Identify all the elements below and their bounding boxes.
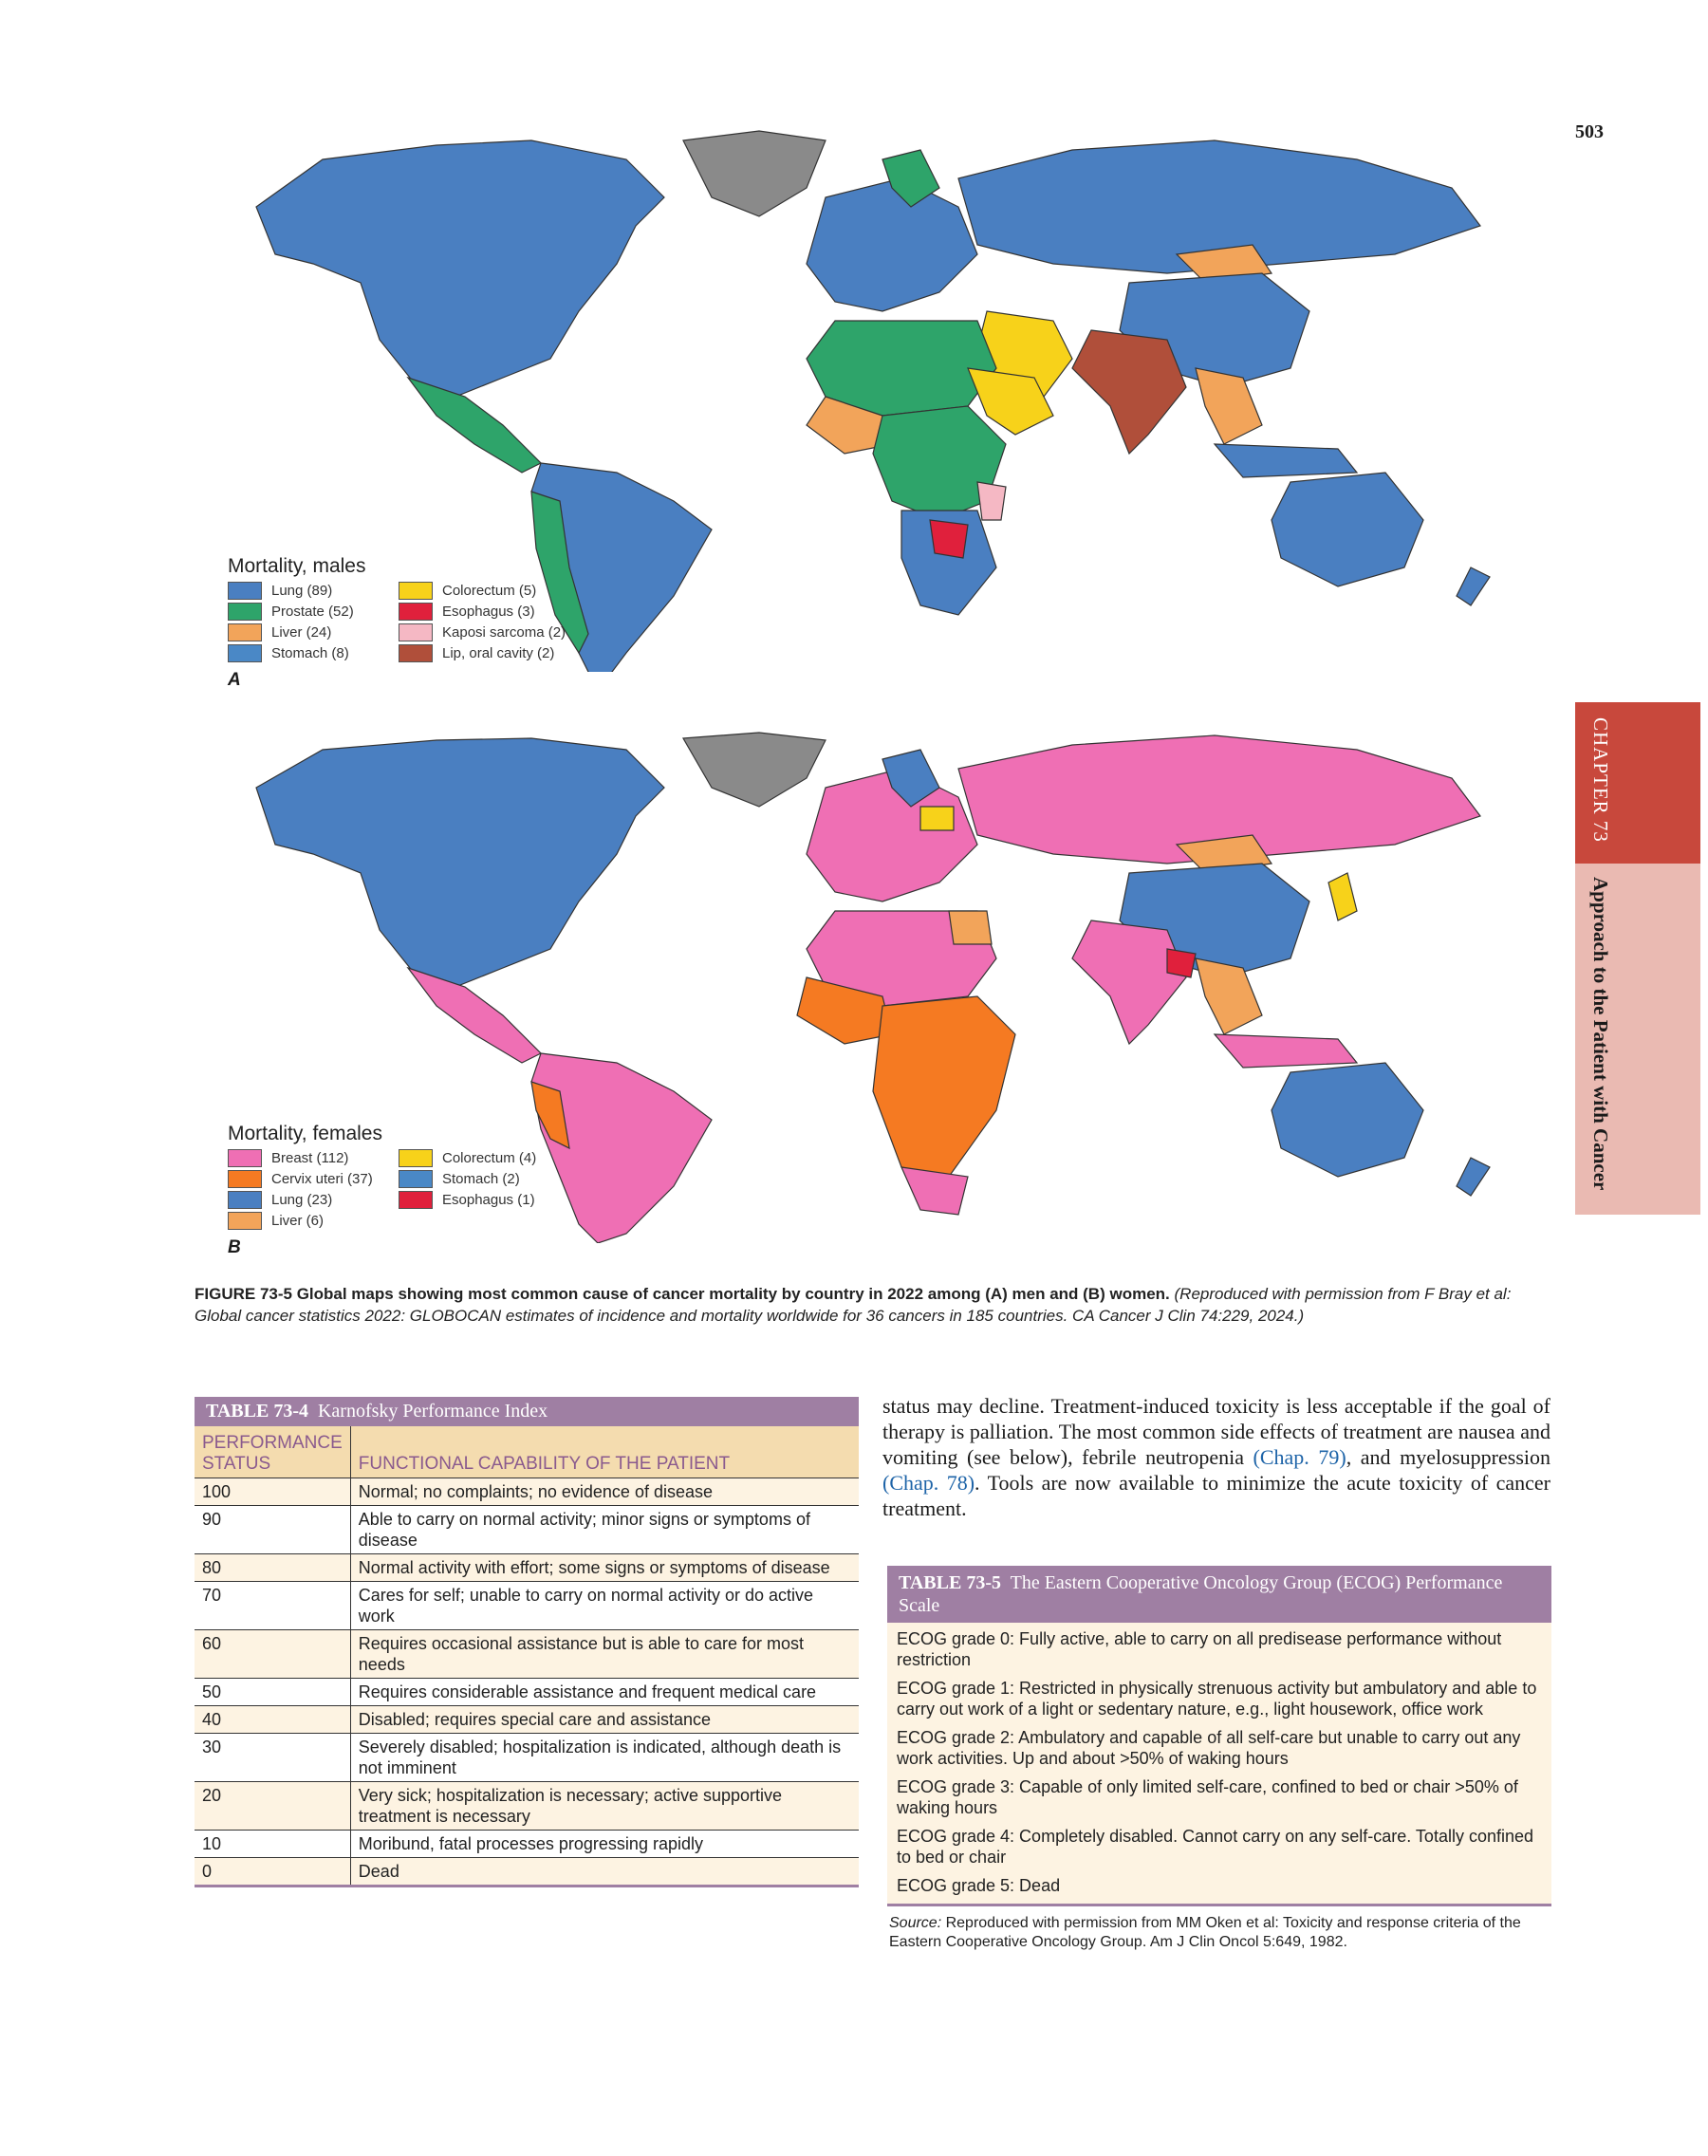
panel-label-a: A bbox=[228, 670, 241, 690]
region-new-zealand bbox=[1457, 567, 1490, 605]
source-label: Source: bbox=[889, 1915, 942, 1931]
legend-females bbox=[228, 1123, 588, 1258]
legend-item: Cervix uteri (37) bbox=[228, 1170, 399, 1188]
region-europe bbox=[807, 178, 977, 311]
legend-swatch bbox=[228, 644, 262, 662]
legend-item: Lip, oral cavity (2) bbox=[399, 644, 588, 662]
region-australia bbox=[1272, 1063, 1423, 1177]
table-row: 60 Requires occasional assistance but is able to care for most needs bbox=[195, 1630, 859, 1679]
region-mexico-central bbox=[408, 968, 541, 1063]
region-indonesia bbox=[1215, 444, 1357, 477]
header-capability: FUNCTIONAL CAPABILITY OF THE PATIENT bbox=[350, 1426, 859, 1478]
chapter-link[interactable]: (Chap. 78) bbox=[882, 1471, 975, 1495]
region-central-east-africa bbox=[873, 996, 1015, 1177]
region-greenland bbox=[683, 733, 826, 807]
page-number: 503 bbox=[1575, 121, 1604, 142]
legend-swatch bbox=[228, 1170, 262, 1188]
table-row: 30 Severely disabled; hospitalization is indicated, although death is not imminent bbox=[195, 1734, 859, 1782]
legend-item: Stomach (2) bbox=[399, 1170, 588, 1188]
ecog-row: ECOG grade 0: Fully active, able to carry on all predisease performance without restriction bbox=[897, 1629, 1502, 1669]
panel-label-b: B bbox=[228, 1237, 241, 1257]
legend-swatch bbox=[399, 644, 433, 662]
region-mexico-central bbox=[408, 378, 541, 473]
body-paragraph: status may decline. Treatment-induced toxicity is less acceptable if the goal of therapy is palliation. The most common side effects of treatment are nausea and vomiting (see below), febrile neutropenia (Chap. 79), and myelosuppression (Chap. 78). Tools are now available to minimize the acute toxicity of cancer treatment. bbox=[882, 1394, 1551, 1520]
figure-caption bbox=[195, 1283, 1551, 1327]
legend-item: Esophagus (1) bbox=[399, 1191, 588, 1209]
table-row: 70 Cares for self; unable to carry on normal activity or do active work bbox=[195, 1582, 859, 1630]
chapter-number: CHAPTER 73 bbox=[1589, 717, 1612, 843]
region-india bbox=[1072, 920, 1186, 1044]
region-north-america bbox=[256, 140, 664, 397]
legend-swatch bbox=[228, 1191, 262, 1209]
table-ecog bbox=[887, 1566, 1551, 1952]
region-india bbox=[1072, 330, 1186, 454]
legend-title: Mortality, males bbox=[228, 555, 366, 577]
ecog-rows bbox=[887, 1623, 1551, 1906]
legend-swatch bbox=[399, 1149, 433, 1167]
legend-item: Colorectum (4) bbox=[399, 1149, 588, 1167]
table-header-row bbox=[195, 1426, 859, 1478]
region-poland bbox=[920, 807, 954, 830]
legend-item: Liver (6) bbox=[228, 1212, 399, 1230]
legend-swatch bbox=[399, 603, 433, 621]
legend-swatch bbox=[228, 623, 262, 641]
region-kaposi bbox=[977, 482, 1006, 520]
source-text: Reproduced with permission from MM Oken et al: Toxicity and response criteria of the Eastern Cooperative Oncology Group. Am J Clin Oncol 5:649, 1982. bbox=[889, 1915, 1521, 1950]
legend-swatch bbox=[228, 1149, 262, 1167]
region-japan bbox=[1328, 873, 1357, 920]
region-esophagus bbox=[930, 520, 968, 558]
legend-swatch bbox=[228, 603, 262, 621]
karnofsky-table bbox=[195, 1426, 859, 1887]
legend-item: Colorectum (5) bbox=[399, 582, 588, 600]
region-europe bbox=[807, 769, 977, 901]
legend-swatch bbox=[228, 1212, 262, 1230]
table-title bbox=[195, 1397, 859, 1426]
table-row: 100 Normal; no complaints; no evidence of disease bbox=[195, 1478, 859, 1506]
region-australia bbox=[1272, 473, 1423, 586]
table-name: The Eastern Cooperative Oncology Group (ECOG) Performance Scale bbox=[899, 1572, 1503, 1616]
table-number: TABLE 73-5 bbox=[899, 1572, 1001, 1593]
table-row: 80 Normal activity with effort; some signs or symptoms of disease bbox=[195, 1554, 859, 1582]
legend-item: Lung (23) bbox=[228, 1191, 399, 1209]
caption-source: (Reproduced with permission from F Bray et al: Global cancer statistics 2022: GLOBOCAN estimates of incidence and mortality worldwide for 36 cancers in 185 countries. CA Cancer J Clin 74:229, 2024.) bbox=[195, 1285, 1512, 1325]
legend-males bbox=[228, 555, 588, 691]
table-row: 20 Very sick; hospitalization is necessary; active supportive treatment is necessary bbox=[195, 1782, 859, 1831]
chapter-tab bbox=[1575, 702, 1700, 1215]
ecog-row: ECOG grade 1: Restricted in physically strenuous activity but ambulatory and able to carry out work of a light or sedentary nature, e.g., light housework, office work bbox=[897, 1679, 1537, 1719]
table-source bbox=[887, 1906, 1551, 1952]
region-egypt bbox=[949, 911, 992, 944]
chapter-title-block bbox=[1575, 864, 1700, 1215]
legend-swatch bbox=[399, 623, 433, 641]
table-number: TABLE 73-4 bbox=[206, 1401, 308, 1422]
table-row: 10 Moribund, fatal processes progressing rapidly bbox=[195, 1831, 859, 1858]
legend-item: Kaposi sarcoma (2) bbox=[399, 623, 588, 641]
chapter-title: Approach to the Patient with Cancer bbox=[1589, 877, 1612, 1191]
table-title bbox=[887, 1566, 1551, 1623]
legend-swatch bbox=[399, 1170, 433, 1188]
ecog-row: ECOG grade 3: Capable of only limited self-care, confined to bed or chair >50% of waking hours bbox=[897, 1777, 1518, 1817]
ecog-row: ECOG grade 2: Ambulatory and capable of all self-care but unable to carry out any work activities. Up and about >50% of waking hours bbox=[897, 1728, 1521, 1768]
chapter-link[interactable]: (Chap. 79) bbox=[1253, 1445, 1346, 1469]
region-bangladesh bbox=[1167, 949, 1196, 977]
region-south-africa bbox=[901, 1167, 968, 1215]
legend-item: Lung (89) bbox=[228, 582, 399, 600]
legend-item: Stomach (8) bbox=[228, 644, 399, 662]
ecog-row: ECOG grade 5: Dead bbox=[897, 1876, 1061, 1895]
ecog-row: ECOG grade 4: Completely disabled. Cannot carry on any self-care. Totally confined to bed or chair bbox=[897, 1827, 1534, 1867]
header-status: PERFORMANCE STATUS bbox=[195, 1426, 350, 1478]
region-indonesia bbox=[1215, 1034, 1357, 1068]
legend-item: Liver (24) bbox=[228, 623, 399, 641]
region-new-zealand bbox=[1457, 1158, 1490, 1196]
legend-swatch bbox=[228, 582, 262, 600]
region-north-america bbox=[256, 738, 664, 987]
legend-swatch bbox=[399, 1191, 433, 1209]
legend-title: Mortality, females bbox=[228, 1123, 382, 1144]
legend-item: Prostate (52) bbox=[228, 603, 399, 621]
legend-item: Esophagus (3) bbox=[399, 603, 588, 621]
caption-label: FIGURE 73-5 Global maps showing most common cause of cancer mortality by country in 2022 among (A) men and (B) women. bbox=[195, 1285, 1170, 1303]
region-greenland bbox=[683, 131, 826, 216]
table-row: 40 Disabled; requires special care and assistance bbox=[195, 1706, 859, 1734]
table-row: 50 Requires considerable assistance and frequent medical care bbox=[195, 1679, 859, 1706]
table-name: Karnofsky Performance Index bbox=[317, 1401, 548, 1422]
legend-swatch bbox=[399, 582, 433, 600]
table-row: 90 Able to carry on normal activity; minor signs or symptoms of disease bbox=[195, 1506, 859, 1554]
legend-item: Breast (112) bbox=[228, 1149, 399, 1167]
table-karnofsky bbox=[195, 1397, 859, 1887]
table-row: 0 Dead bbox=[195, 1858, 859, 1886]
chapter-number-block bbox=[1575, 702, 1700, 864]
